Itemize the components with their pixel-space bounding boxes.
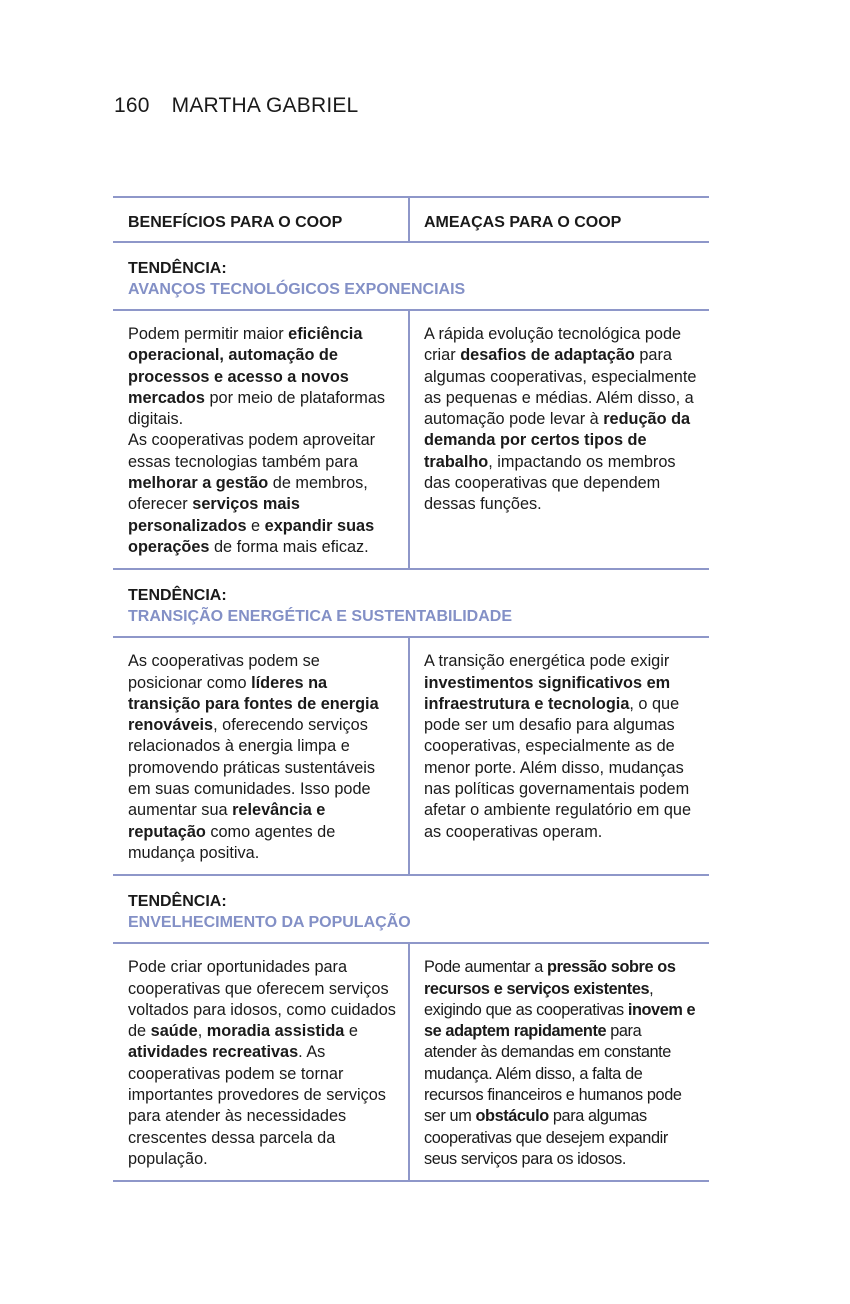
threats-cell bbox=[410, 944, 707, 1180]
benefits-cell bbox=[113, 944, 410, 1180]
emphasis-text: desafios de adaptação bbox=[460, 346, 635, 365]
page-number: 160 bbox=[114, 94, 150, 117]
emphasis-text: atividades recreativas bbox=[128, 1043, 299, 1062]
emphasis-text: relevância e reputação bbox=[128, 801, 326, 841]
emphasis-text: moradia assistida bbox=[206, 1022, 345, 1041]
body-text: As cooperativas podem aproveitar essas tecnologias também para bbox=[128, 431, 376, 471]
body-text: como agentes de mudança positiva. bbox=[128, 822, 336, 862]
body-text: , oferecendo serviços relacionados à energia limpa e promovendo práticas sustentáveis em suas comunidades. Isso pode aumentar sua bbox=[128, 716, 376, 820]
running-head bbox=[114, 94, 358, 118]
body-text: A rápida evolução tecnológica pode criar bbox=[424, 325, 682, 365]
body-text: por meio de plataformas digitais. bbox=[128, 388, 386, 429]
emphasis-text: pressão sobre os recursos e serviços existentes bbox=[424, 958, 676, 998]
body-text: , exigindo que as cooperativas bbox=[424, 979, 654, 1019]
trend-row bbox=[113, 311, 709, 568]
trend-heading bbox=[113, 876, 709, 942]
trend-row bbox=[113, 638, 709, 874]
table-rule bbox=[113, 1180, 709, 1182]
emphasis-text: eficiência operacional, automação de processos e acesso a novos mercados bbox=[128, 325, 363, 407]
trend-name: ENVELHECIMENTO DA POPULAÇÃO bbox=[128, 914, 411, 932]
header-threats: AMEAÇAS PARA O COOP bbox=[424, 214, 622, 231]
body-text: de forma mais eficaz. bbox=[209, 537, 369, 556]
trend-label: TENDÊNCIA: bbox=[128, 587, 227, 605]
body-text: . As cooperativas podem se tornar importantes provedores de serviços para atender às necessidades crescentes dessa parcela da população. bbox=[128, 1043, 386, 1168]
body-text: , impactando os membros das cooperativas que dependem dessas funções. bbox=[424, 452, 676, 514]
body-text: , bbox=[197, 1022, 207, 1041]
trend-heading bbox=[113, 570, 709, 636]
emphasis-text: melhorar a gestão bbox=[128, 474, 269, 493]
body-text: para algumas cooperativas, especialmente as pequenas e médias. Além disso, a automação pode levar à bbox=[424, 346, 697, 429]
emphasis-text: líderes na transição para fontes de energia renováveis bbox=[128, 673, 379, 735]
body-text: e bbox=[246, 516, 265, 535]
trend-container bbox=[113, 241, 709, 1182]
trend-row bbox=[113, 944, 709, 1180]
emphasis-text: saúde bbox=[150, 1022, 198, 1041]
emphasis-text: redução da demanda por certos tipos de trabalho bbox=[424, 410, 691, 471]
body-text: As cooperativas podem se posicionar como bbox=[128, 652, 320, 692]
body-text: Pode criar oportunidades para cooperativas que oferecem serviços voltados para idosos, como cuidados de bbox=[128, 958, 396, 1041]
trend-label: TENDÊNCIA: bbox=[128, 893, 227, 911]
benefits-cell bbox=[113, 311, 410, 568]
trend-heading bbox=[113, 243, 709, 309]
emphasis-text: expandir suas operações bbox=[128, 516, 375, 556]
threats-cell bbox=[410, 638, 707, 874]
emphasis-text: serviços mais personalizados bbox=[128, 495, 300, 535]
trend-label: TENDÊNCIA: bbox=[128, 260, 227, 277]
table-header-row bbox=[113, 198, 709, 241]
body-text: Podem permitir maior bbox=[128, 325, 289, 343]
body-text: Pode aumentar a bbox=[424, 958, 548, 977]
emphasis-text: investimentos significativos em infraestrutura e tecnologia bbox=[424, 673, 671, 713]
emphasis-text: inovem e se adaptem rapidamente bbox=[424, 1000, 696, 1041]
trend-name: TRANSIÇÃO ENERGÉTICA E SUSTENTABILIDADE bbox=[128, 608, 513, 626]
emphasis-text: obstáculo bbox=[475, 1107, 549, 1126]
trends-table bbox=[113, 196, 709, 1182]
body-text: e bbox=[344, 1022, 358, 1041]
body-text: para atender às demandas em constante mudança. Além disso, a falta de recursos financeiros e humanos pode ser um bbox=[424, 1022, 682, 1126]
threats-cell bbox=[410, 311, 707, 568]
header-benefits: BENEFÍCIOS PARA O COOP bbox=[113, 198, 410, 241]
running-author: MARTHA GABRIEL bbox=[171, 94, 359, 117]
body-text: de membros, oferecer bbox=[128, 474, 368, 514]
body-text: , o que pode ser um desafio para algumas cooperativas, especialmente as de menor porte. Além disso, mudanças nas políticas governamentais podem afetar o ambiente regulatório em que as cooperativas operam. bbox=[424, 694, 691, 841]
body-text: para algumas cooperativas que desejem expandir seus serviços para os idosos. bbox=[424, 1107, 668, 1168]
body-text: A transição energética pode exigir bbox=[424, 652, 670, 671]
benefits-cell bbox=[113, 638, 410, 874]
trend-name: AVANÇOS TECNOLÓGICOS EXPONENCIAIS bbox=[128, 281, 466, 298]
